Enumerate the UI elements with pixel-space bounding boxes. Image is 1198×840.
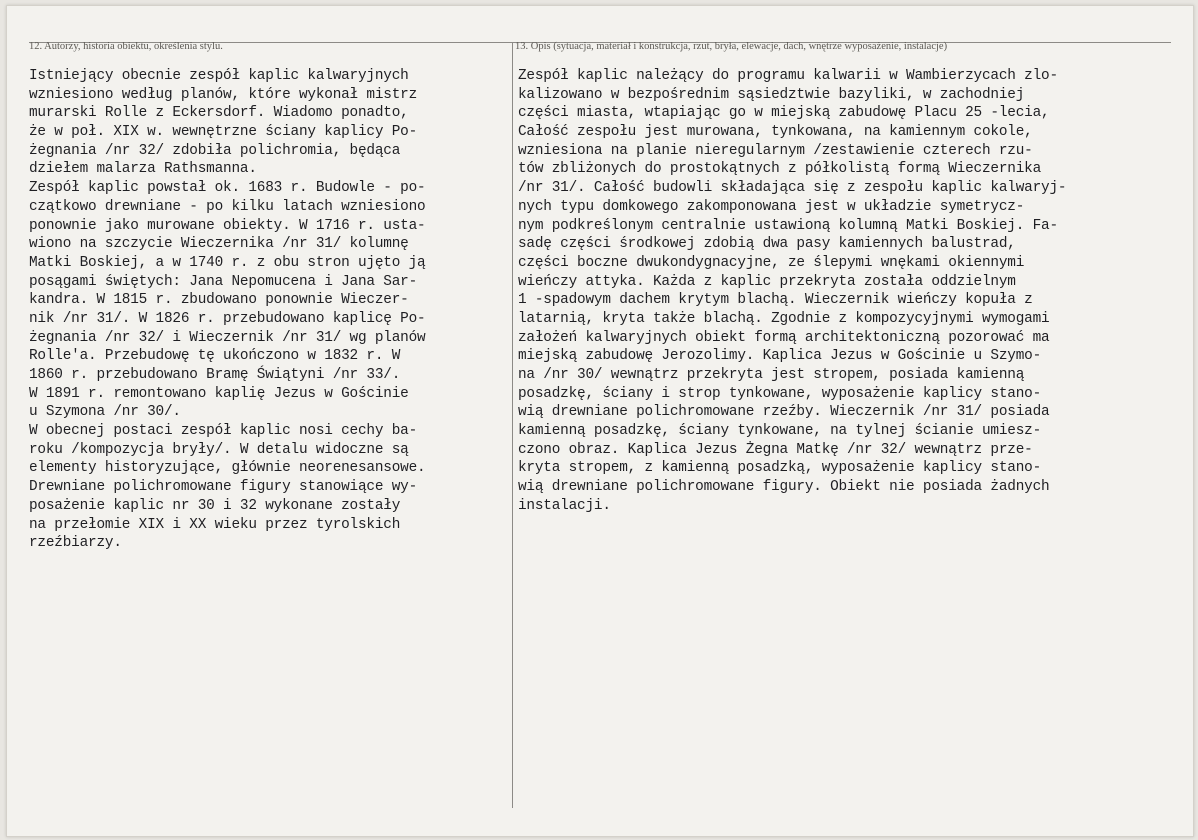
text-line: wieńczy attyka. Każda z kaplic przekryta została oddzielnym xyxy=(518,273,1016,290)
text-line: wią drewniane polichromowane figury. Obiekt nie posiada żadnych xyxy=(518,479,1050,496)
text-line: nych typu domkowego zakomponowana jest w układzie symetrycz- xyxy=(518,198,1025,215)
text-line: wzniesiona na planie nieregularnym /zestawienie czterech rzu- xyxy=(518,142,1033,159)
text-line: na /nr 30/ wewnątrz przekryta jest stropem, posiada kamienną xyxy=(518,367,1025,383)
text-line: W 1891 r. remontowano kaplię Jezus w Gościnie xyxy=(29,385,409,402)
text-line: 1 -spadowym dachem krytym blachą. Wieczernik wieńczy kopuła z xyxy=(518,292,1033,309)
text-line: kryta stropem, z kamienną posadzką, wyposażenie kaplicy stano- xyxy=(518,460,1042,477)
text-line: tów zbliżonych do prostokątnych z półkolistą formą Wieczernika xyxy=(518,161,1042,178)
text-line: Całość zespołu jest murowana, tynkowana, na kamiennym cokole, xyxy=(518,124,1033,141)
section-12-text xyxy=(29,67,499,553)
text-line: nym podkreślonym centralnie ustawioną kolumną Matki Boskiej. Fa- xyxy=(518,217,1058,234)
text-line: sadę części środkowej zdobią dwa pasy kamiennych balustrad, xyxy=(518,236,1016,253)
text-line: u Szymona /nr 30/. xyxy=(29,404,181,421)
section-13-header: 13. Opis (sytuacja, materiał i konstrukcja, rzut, bryła, elewacje, dach, wnętrze wyposażenie, instalacje) xyxy=(515,41,948,52)
text-line: Matki Boskiej, a w 1740 r. z obu stron ujęto ją xyxy=(29,254,426,271)
text-line: /nr 31/. Całość budowli składająca się z zespołu kaplic kalwaryj- xyxy=(518,180,1067,197)
column-divider xyxy=(512,43,513,808)
section-13-text xyxy=(518,67,1183,516)
text-line: 1860 r. przebudowano Bramę Świątyni /nr 33/. xyxy=(29,367,401,383)
text-line: kalizowano w bezpośrednim sąsiedztwie bazyliki, w zachodniej xyxy=(518,86,1025,103)
text-line: Zespół kaplic powstał ok. 1683 r. Budowle - po- xyxy=(29,180,426,197)
text-line: posągami świętych: Jana Nepomucena i Jana Sar- xyxy=(29,273,418,290)
text-line: roku /kompozycja bryły/. W detalu widoczne są xyxy=(29,441,409,458)
text-line: czątkowo drewniane - po kilku latach wzniesiono xyxy=(29,198,426,215)
text-line: kandra. W 1815 r. zbudowano ponownie Wieczer- xyxy=(29,292,409,309)
text-line: że w poł. XIX w. wewnętrzne ściany kaplicy Po- xyxy=(29,124,418,141)
text-line: na przełomie XIX i XX wieku przez tyrolskich xyxy=(29,516,401,533)
text-line: kamienną posadzkę, ściany tynkowane, na tylnej ścianie umiesz- xyxy=(518,423,1042,440)
text-line: wiono na szczycie Wieczernika /nr 31/ kolumnę xyxy=(29,236,409,253)
text-line: W obecnej postaci zespół kaplic nosi cechy ba- xyxy=(29,423,418,440)
text-line: Zespół kaplic należący do programu kalwarii w Wambierzycach zlo- xyxy=(518,68,1058,84)
text-line: murarski Rolle z Eckersdorf. Wiadomo ponadto, xyxy=(29,105,409,122)
text-line: ponownie jako murowane obiekty. W 1716 r. usta- xyxy=(29,217,426,234)
text-line: elementy historyzujące, głównie neorenesansowe. xyxy=(29,460,426,477)
text-line: założeń kalwaryjnych obiekt formą architektoniczną pozorować ma xyxy=(518,329,1050,346)
text-line: części boczne dwukondygnacyjne, ze ślepymi wnękami okiennymi xyxy=(518,254,1025,271)
text-line: nik /nr 31/. W 1826 r. przebudowano kaplicę Po- xyxy=(29,310,426,327)
text-line: instalacji. xyxy=(518,497,611,514)
text-line: części miasta, wtapiając go w miejską zabudowę Placu 25 -lecia, xyxy=(518,105,1050,122)
text-line: czono obraz. Kaplica Jezus Żegna Matkę /nr 32/ wewnątrz prze- xyxy=(518,441,1033,458)
text-line: posażenie kaplic nr 30 i 32 wykonane zostały xyxy=(29,497,401,514)
text-line: Rolle'a. Przebudowę tę ukończono w 1832 r. W xyxy=(29,348,401,365)
text-line: żegnania /nr 32/ zdobiła polichromia, będąca xyxy=(29,142,401,159)
text-line: dziełem malarza Rathsmanna. xyxy=(29,161,257,178)
text-line: wią drewniane polichromowane rzeźby. Wieczernik /nr 31/ posiada xyxy=(518,404,1050,421)
text-line: posadzkę, ściany i strop tynkowane, wyposażenie kaplicy stano- xyxy=(518,385,1042,402)
text-line: Istniejący obecnie zespół kaplic kalwaryjnych xyxy=(29,68,409,84)
section-12-header: 12. Autorzy, historia obiektu, określenia stylu. xyxy=(29,41,223,52)
text-line: wzniesiono według planów, które wykonał mistrz xyxy=(29,86,418,103)
text-line: miejską zabudowę Jerozolimy. Kaplica Jezus w Gościnie u Szymo- xyxy=(518,348,1042,365)
text-line: Drewniane polichromowane figury stanowiące wy- xyxy=(29,479,418,496)
text-line: latarnią, kryta także blachą. Zgodnie z kompozycyjnymi wymogami xyxy=(518,310,1050,327)
text-line: rzeźbiarzy. xyxy=(29,535,122,552)
text-line: żegnania /nr 32/ i Wieczernik /nr 31/ wg planów xyxy=(29,329,426,346)
